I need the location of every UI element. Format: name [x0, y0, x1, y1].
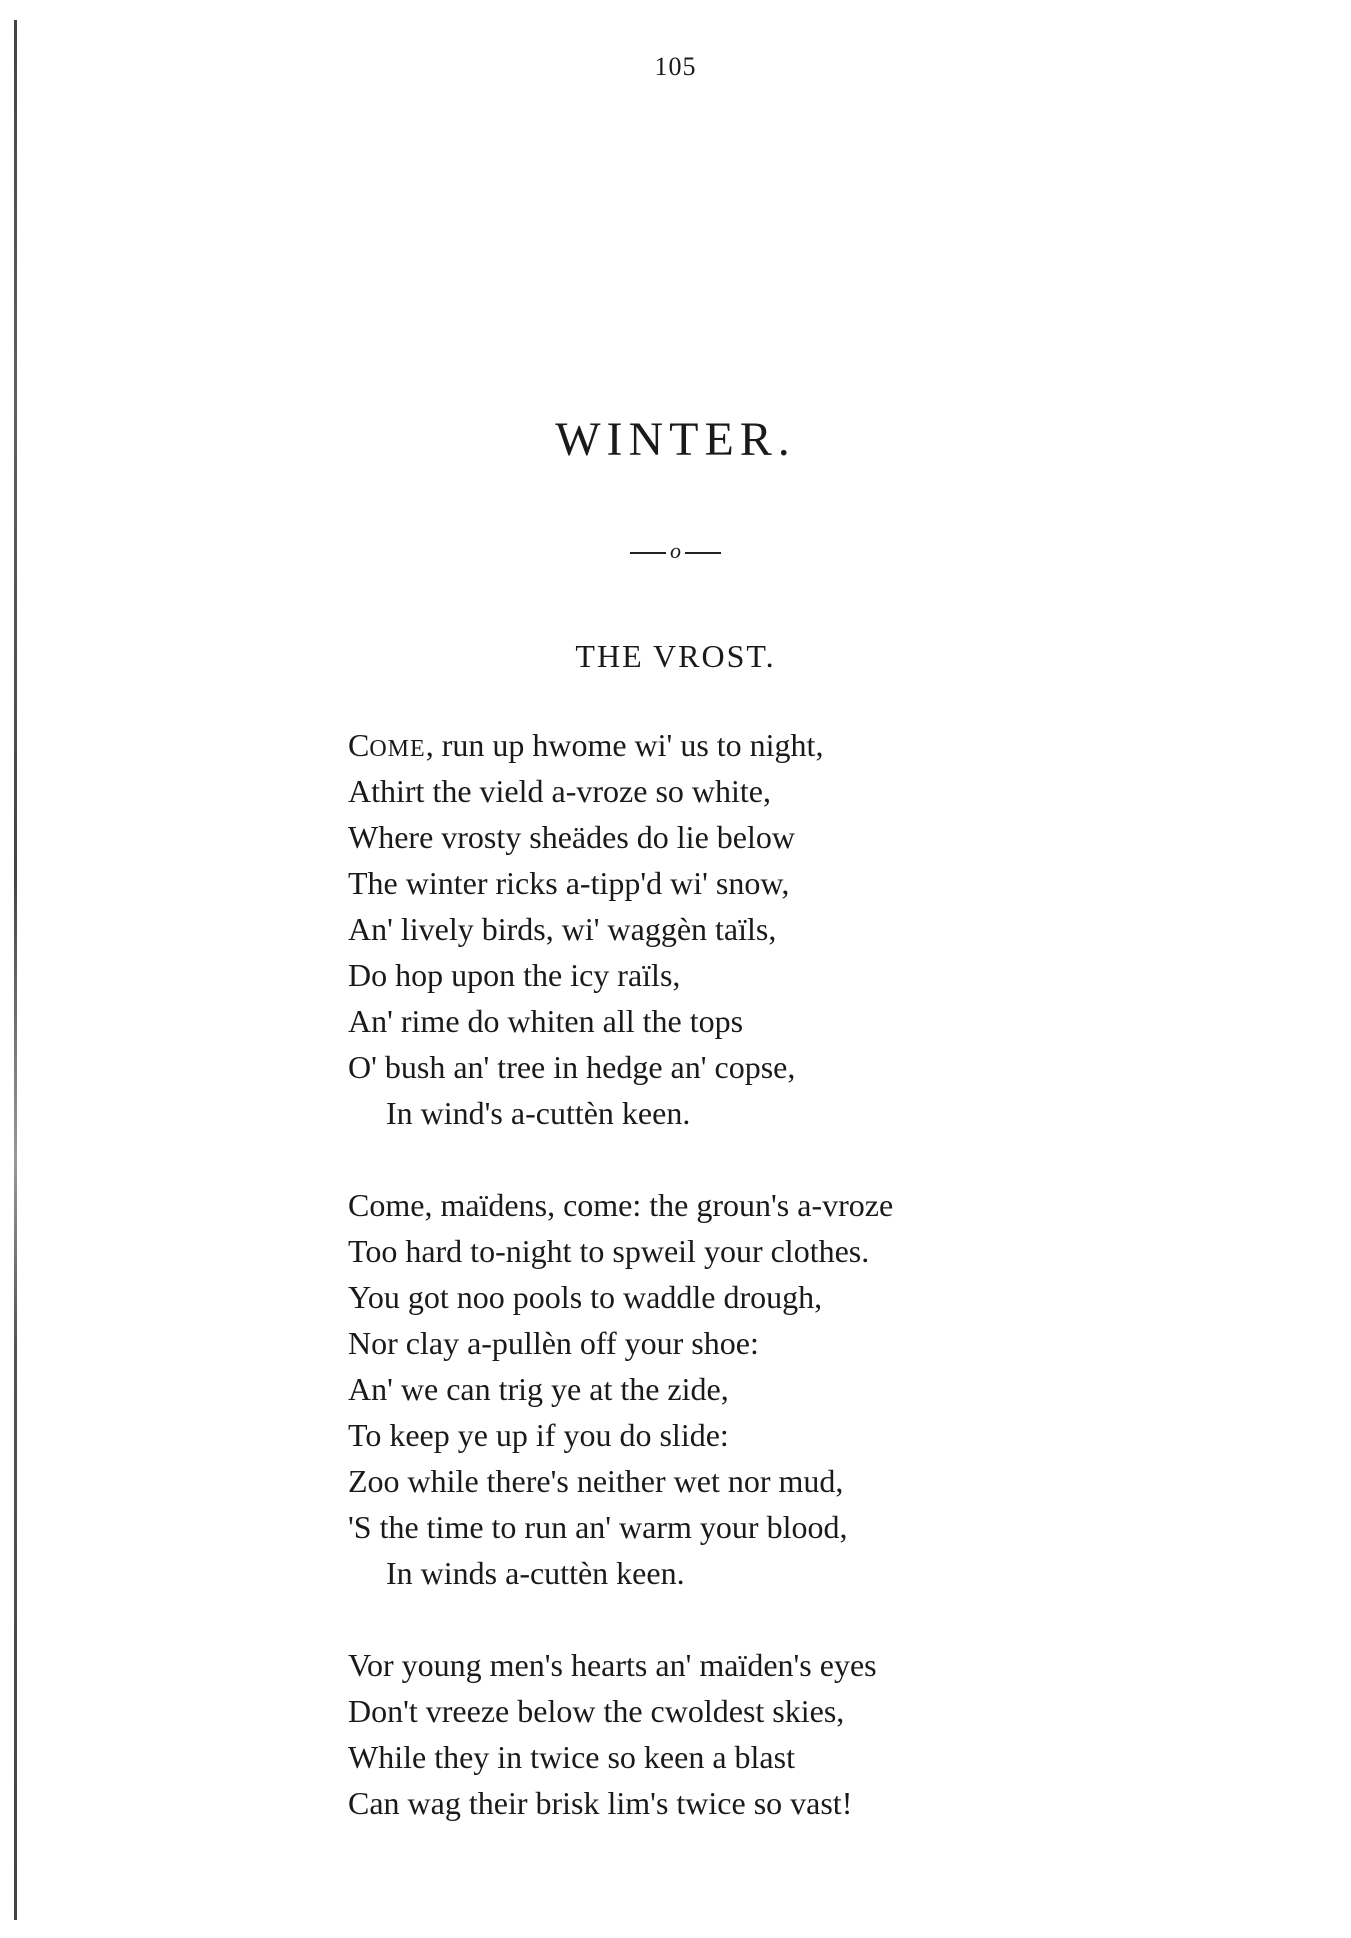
stanza-1 [348, 722, 1108, 1136]
poem-line: Zoo while there's neither wet nor mud, [348, 1463, 844, 1499]
poem-line: An' lively birds, wi' waggèn taïls, [348, 911, 777, 947]
poem-line: While they in twice so keen a blast [348, 1739, 795, 1775]
poem-line: Where vrosty sheädes do lie below [348, 819, 795, 855]
poem-line: Do hop upon the icy raïls, [348, 957, 681, 993]
poem-line: 'S the time to run an' warm your blood, [348, 1509, 848, 1545]
poem-line: Can wag their brisk lim's twice so vast! [348, 1785, 853, 1821]
poem-line: An' rime do whiten all the tops [348, 1003, 744, 1039]
stanza-3 [348, 1642, 1108, 1826]
stanza-2 [348, 1182, 1108, 1596]
poem-line [348, 722, 1108, 768]
poem-refrain: In winds a-cuttèn keen. [386, 1555, 685, 1591]
page-binding-edge [14, 20, 17, 1920]
poem-line: The winter ricks a-tipp'd wi' snow, [348, 865, 790, 901]
poem-refrain: In wind's a-cuttèn keen. [386, 1095, 691, 1131]
poem-line: Come, maïdens, come: the groun's a-vroze [348, 1187, 894, 1223]
poem-line: You got noo pools to waddle drough, [348, 1279, 823, 1315]
poem-title: THE VROST. [575, 638, 776, 674]
poem-line: Too hard to-night to spweil your clothes. [348, 1233, 870, 1269]
poem-line: An' we can trig ye at the zide, [348, 1371, 729, 1407]
ornament-rule-right [685, 552, 721, 554]
poem-line: Vor young men's hearts an' maïden's eyes [348, 1647, 877, 1683]
poem-line: Nor clay a-pullèn off your shoe: [348, 1325, 759, 1361]
ornament-divider [0, 538, 1351, 564]
poem-body [348, 722, 1108, 1872]
page-number: 105 [654, 52, 697, 81]
ornament-rule-left [630, 552, 666, 554]
small-caps-word: OME [369, 736, 426, 762]
drop-initial: C [348, 727, 370, 763]
poem-line: Don't vreeze below the cwoldest skies, [348, 1693, 845, 1729]
poem-line: O' bush an' tree in hedge an' copse, [348, 1049, 796, 1085]
section-title: WINTER. [555, 413, 796, 466]
poem-line: To keep ye up if you do slide: [348, 1417, 729, 1453]
poem-line: Athirt the vield a-vroze so white, [348, 773, 771, 809]
first-line-text: , run up hwome wi' us to night, [425, 727, 824, 763]
ornament-letter: o [670, 538, 681, 563]
